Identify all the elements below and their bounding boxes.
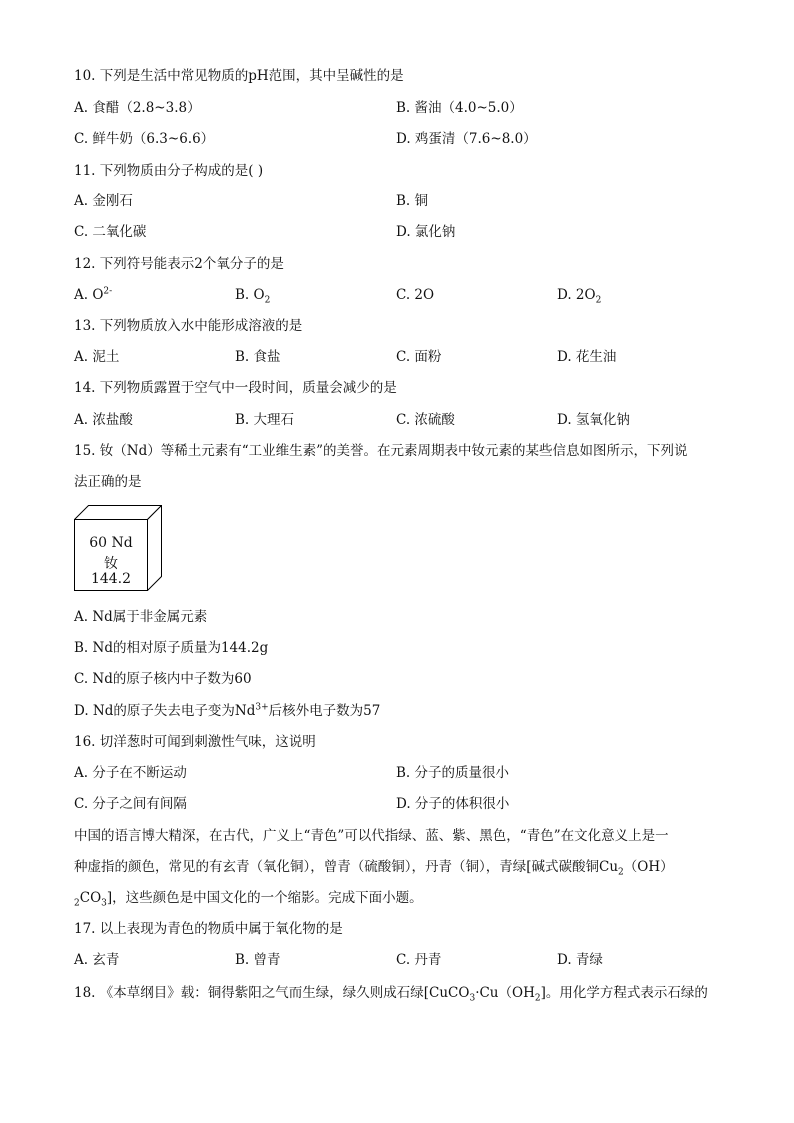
element-mass: 144.2 [90, 571, 132, 587]
q15-stem-line1: 15. 钕（Nd）等稀土元素有“工业维生素”的美誉。在元素周期表中钕元素的某些信息如图所示，下列说 [74, 443, 688, 459]
q13-option-c: C. 面粉 [396, 349, 442, 365]
q12-option-d: D. $2O_2$ [557, 287, 602, 306]
q10-option-b: B. 酱油（4.0~5.0） [396, 100, 523, 116]
element-name: 钕 [104, 556, 118, 572]
q11-option-c: C. 二氧化碳 [74, 224, 147, 240]
q17-option-d: D. 青绿 [557, 952, 603, 968]
element-card-neodymium [74, 505, 162, 591]
q17-option-b: B. 曾青 [235, 952, 281, 968]
q16-stem: 16. 切洋葱时可闻到刺激性气味，这说明 [74, 734, 316, 750]
q12-option-a: A. $O^{2-}$ [74, 286, 113, 303]
q17-option-a: A. 玄青 [74, 952, 120, 968]
q15-option-c: C. Nd的原子核内中子数为60 [74, 671, 252, 687]
q16-option-c: C. 分子之间有间隔 [74, 796, 187, 812]
q13-option-a: A. 泥土 [74, 349, 120, 365]
q17-stem: 17. 以上表现为青色的物质中属于氧化物的是 [74, 921, 343, 937]
q18-stem: 18. 《本草纲目》载：铜得紫阳之气而生绿，绿久则成石绿[$CuCO_3\cdot Cu(OH_2]$。用化学方程式表示石绿的 [74, 985, 708, 1004]
q11-option-d: D. 氯化钠 [396, 224, 456, 240]
q10-option-d: D. 鸡蛋清（7.6~8.0） [396, 131, 537, 147]
q13-stem: 13. 下列物质放入水中能形成溶液的是 [74, 318, 303, 334]
q15-option-a: A. Nd属于非金属元素 [74, 609, 208, 625]
q15-option-b: B. Nd的相对原子质量为144.2g [74, 640, 269, 656]
passage-line3: $_2CO_3$]，这些颜色是中国文化的一个缩影。完成下面小题。 [74, 890, 423, 909]
q14-stem: 14. 下列物质露置于空气中一段时间，质量会减少的是 [74, 380, 397, 396]
q15-stem-line2: 法正确的是 [74, 474, 142, 490]
q14-option-c: C. 浓硫酸 [396, 412, 455, 428]
q16-option-b: B. 分子的质量很小 [396, 765, 510, 781]
q13-option-d: D. 花生油 [557, 349, 617, 365]
q12-option-b: B. $O_2$ [235, 287, 271, 306]
q12-stem: 12. 下列符号能表示2个氧分子的是 [74, 256, 284, 272]
passage-line2: 种虚指的颜色，常见的有玄青（氧化铜），曾青（硫酸铜），丹青（铜），青绿[碱式碳酸铜$Cu_2(OH)$ [74, 859, 674, 878]
q13-option-b: B. 食盐 [235, 349, 281, 365]
passage-line1: 中国的语言博大精深，在古代，广义上“青色”可以代指绿、蓝、紫、黑色，“青色”在文化意义上是一 [74, 828, 669, 844]
q14-option-d: D. 氢氧化钠 [557, 412, 630, 428]
q11-option-a: A. 金刚石 [74, 193, 133, 209]
q15-option-d: D. Nd的原子失去电子变为$Nd^{3+}$后核外电子数为57 [74, 702, 381, 719]
q17-option-c: C. 丹青 [396, 952, 442, 968]
q11-option-b: B. 铜 [396, 193, 429, 209]
q10-option-a: A. 食醋（2.8~3.8） [74, 100, 201, 116]
q10-option-c: C. 鲜牛奶（6.3~6.6） [74, 131, 215, 147]
q16-option-d: D. 分子的体积很小 [396, 796, 510, 812]
q16-option-a: A. 分子在不断运动 [74, 765, 187, 781]
q11-stem: 11. 下列物质由分子构成的是( ) [74, 163, 264, 179]
q10-stem: 10. 下列是生活中常见物质的pH范围，其中呈碱性的是 [74, 68, 404, 84]
q12-option-c: C. 2O [396, 287, 435, 303]
q14-option-b: B. 大理石 [235, 412, 295, 428]
element-number-symbol: 60 Nd [89, 535, 133, 551]
q14-option-a: A. 浓盐酸 [74, 412, 133, 428]
